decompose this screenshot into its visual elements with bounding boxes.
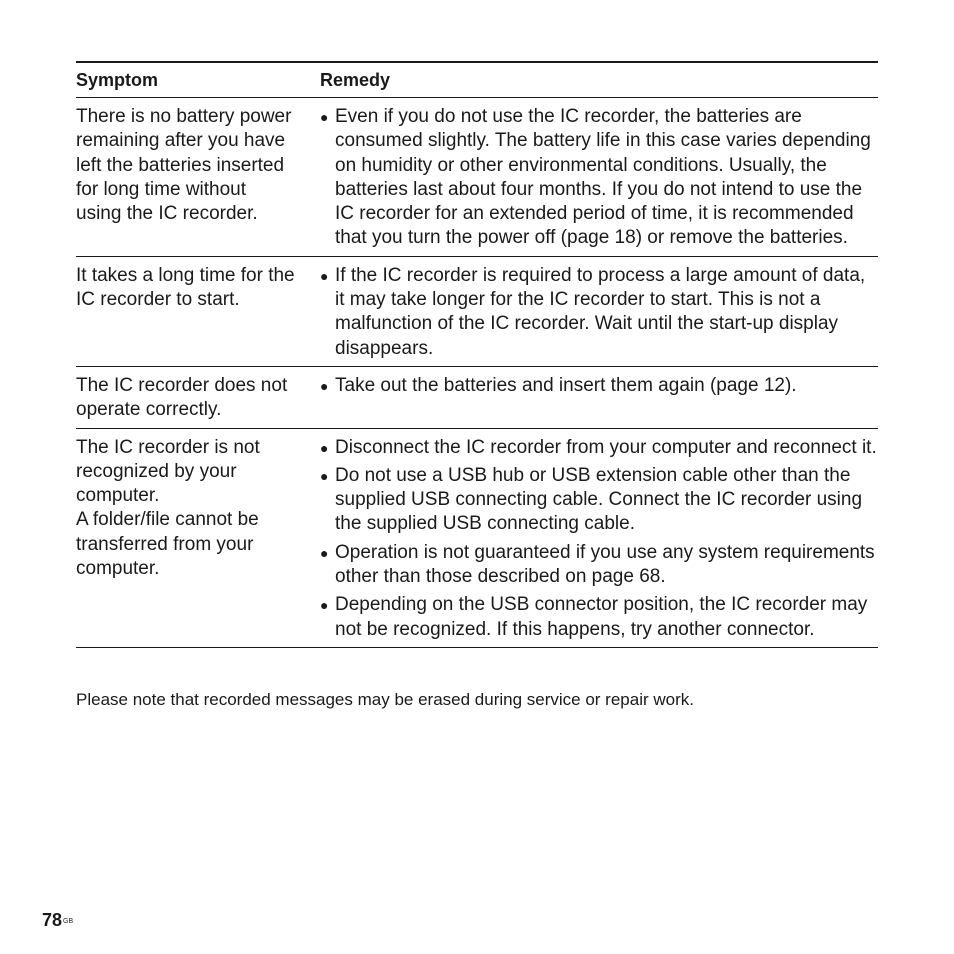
table-row [76, 429, 878, 648]
remedy-list [320, 105, 878, 251]
remedy-column-header: Remedy [320, 70, 391, 90]
table-row [76, 98, 878, 257]
bullet-icon: ● [320, 267, 329, 284]
symptom-text: The IC recorder does not operate correctly. [76, 374, 288, 421]
symptom-text: The IC recorder is not recognized by your computer. A folder/file cannot be transferred from your computer. [76, 436, 260, 580]
remedy-text: Do not use a USB hub or USB extension cable other than the supplied USB connecting cable. Connect the IC recorder using the supplied USB connecting cable. [335, 464, 863, 535]
remedy-cell [320, 436, 878, 642]
bullet-icon: ● [320, 377, 329, 394]
remedy-item [320, 264, 878, 361]
service-note: Please note that recorded messages may be erased during service or repair work. [76, 690, 694, 709]
symptom-cell [76, 374, 320, 423]
table-row [76, 367, 878, 429]
troubleshooting-table [76, 61, 878, 648]
symptom-cell [76, 436, 320, 642]
remedy-text: If the IC recorder is required to process a large amount of data, it may take longer for the IC recorder to start. This is not a malfunction of the IC recorder. Wait until the start-up display disappears. [335, 264, 866, 359]
remedy-text: Disconnect the IC recorder from your computer and reconnect it. [335, 436, 877, 458]
remedy-item [320, 593, 878, 642]
symptom-text: It takes a long time for the IC recorder to start. [76, 264, 295, 311]
remedy-cell [320, 105, 878, 251]
symptom-cell [76, 264, 320, 361]
remedy-item [320, 105, 878, 251]
page-number [42, 909, 73, 931]
remedy-text: Even if you do not use the IC recorder, the batteries are consumed slightly. The battery life in this case varies depending on humidity or other environmental conditions. Usually, the batteries last about four months. If you do not intend to use the IC recorder for an extended period of time, it is recommended that you turn the power off (page 18) or remove the batteries. [335, 106, 871, 249]
bullet-icon: ● [320, 439, 329, 456]
remedy-text: Depending on the USB connector position, the IC recorder may not be recognized. If this happens, try another connector. [335, 594, 868, 640]
bullet-icon: ● [320, 597, 329, 614]
bullet-icon: ● [320, 544, 329, 561]
remedy-item [320, 541, 878, 590]
remedy-list [320, 436, 878, 642]
page-number-value: 78 [42, 910, 63, 930]
table-header-row [76, 63, 878, 98]
symptom-text: There is no battery power remaining after you have left the batteries inserted for long time without using the IC recorder. [76, 106, 292, 225]
table-row [76, 257, 878, 367]
remedy-cell [320, 264, 878, 361]
remedy-text: Operation is not guaranteed if you use any system requirements other than those described on page 68. [335, 541, 875, 588]
remedy-text: Take out the batteries and insert them again (page 12). [335, 374, 797, 396]
remedy-item [320, 436, 878, 460]
region-code: GB [63, 918, 74, 925]
bullet-icon: ● [320, 109, 329, 125]
remedy-cell [320, 374, 878, 423]
remedy-item [320, 464, 878, 537]
remedy-item [320, 374, 878, 398]
remedy-list [320, 374, 878, 398]
symptom-cell [76, 105, 320, 251]
remedy-list [320, 264, 878, 361]
bullet-icon: ● [320, 467, 329, 484]
symptom-column-header: Symptom [76, 70, 159, 90]
